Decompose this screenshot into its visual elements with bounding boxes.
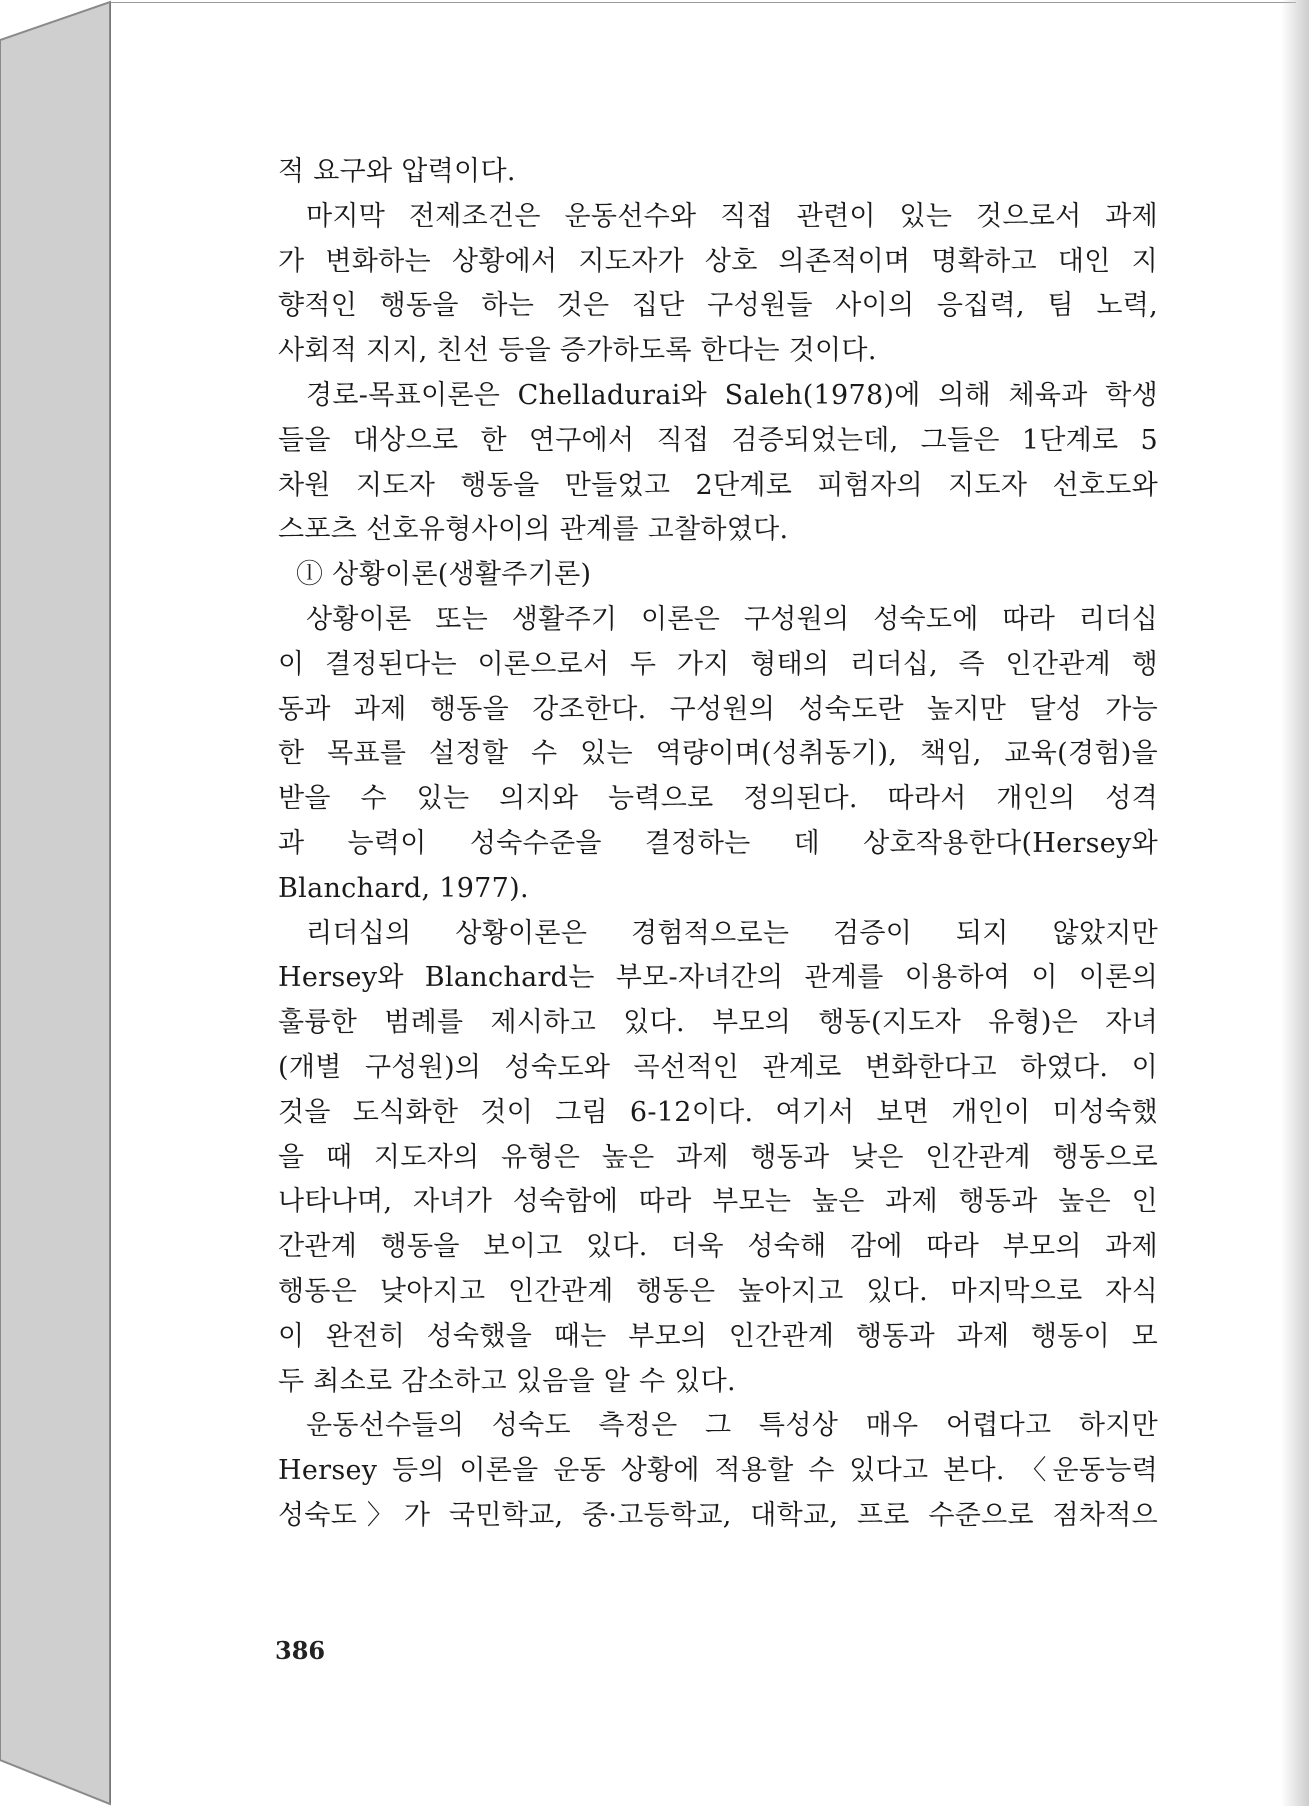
- text-line: 리더십의 상황이론은 경험적으로는 검증이 되지 않았지만: [306, 917, 1158, 949]
- book-spine: [0, 0, 112, 1806]
- text-line: 스포츠 선호유형사이의 관계를 고찰하였다.: [278, 514, 789, 546]
- section-heading: ⓛ 상황이론(생활주기론): [296, 559, 592, 591]
- text-line: Hersey 등의 이론을 운동 상황에 적용할 수 있다고 본다. 〈운동능력: [278, 1455, 1158, 1487]
- text-line: 받을 수 있는 의지와 능력으로 정의된다. 따라서 개인의 성격: [278, 783, 1158, 815]
- text-line: 두 최소로 감소하고 있음을 알 수 있다.: [278, 1365, 736, 1397]
- text-line: Blanchard, 1977).: [278, 872, 529, 904]
- text-line: 성숙도〉가 국민학교, 중·고등학교, 대학교, 프로 수준으로 점차적으: [278, 1499, 1158, 1531]
- text-line: 과 능력이 성숙수준을 결정하는 데 상호작용한다(Hersey와: [278, 827, 1158, 859]
- text-line: 차원 지도자 행동을 만들었고 2단계로 피험자의 지도자 선호도와: [278, 469, 1158, 501]
- page-edge-shadow: [1281, 0, 1309, 1806]
- text-line: 운동선수들의 성숙도 측정은 그 특성상 매우 어렵다고 하지만: [306, 1410, 1158, 1442]
- text-line: 을 때 지도자의 유형은 높은 과제 행동과 낮은 인간관계 행동으로: [278, 1141, 1158, 1173]
- text-line: 상황이론 또는 생활주기 이론은 구성원의 성숙도에 따라 리더십: [306, 603, 1158, 635]
- page-number: 386: [275, 1636, 326, 1665]
- text-line: 적 요구와 압력이다.: [278, 156, 516, 187]
- text-line: 들을 대상으로 한 연구에서 직접 검증되었는데, 그들은 1단계로 5: [278, 424, 1158, 456]
- text-line: 나타나며, 자녀가 성숙함에 따라 부모는 높은 과제 행동과 높은 인: [278, 1186, 1158, 1218]
- text-line: 마지막 전제조건은 운동선수와 직접 관련이 있는 것으로서 과제: [306, 200, 1158, 232]
- text-line: 이 결정된다는 이론으로서 두 가지 형태의 리더십, 즉 인간관계 행: [278, 648, 1158, 680]
- text-line: 사회적 지지, 친선 등을 증가하도록 한다는 것이다.: [278, 335, 877, 367]
- text-line: 경로-목표이론은 Chelladurai와 Saleh(1978)에 의해 체육과 학생: [306, 379, 1158, 411]
- body-text: [278, 150, 1158, 1539]
- text-line: 훌륭한 범례를 제시하고 있다. 부모의 행동(지도자 유형)은 자녀: [278, 1007, 1158, 1039]
- text-line: 간관계 행동을 보이고 있다. 더욱 성숙해 감에 따라 부모의 과제: [278, 1231, 1158, 1263]
- text-line: 행동은 낮아지고 인간관계 행동은 높아지고 있다. 마지막으로 자식: [278, 1275, 1158, 1307]
- text-line: 향적인 행동을 하는 것은 집단 구성원들 사이의 응집력, 팀 노력,: [278, 290, 1158, 322]
- text-line: 가 변화하는 상황에서 지도자가 상호 의존적이며 명확하고 대인 지: [278, 245, 1158, 277]
- text-line: 것을 도식화한 것이 그림 6-12이다. 여기서 보면 개인이 미성숙했: [278, 1096, 1158, 1128]
- text-line: 이 완전히 성숙했을 때는 부모의 인간관계 행동과 과제 행동이 모: [278, 1320, 1158, 1352]
- text-line: 동과 과제 행동을 강조한다. 구성원의 성숙도란 높지만 달성 가능: [278, 693, 1158, 725]
- text-line: 한 목표를 설정할 수 있는 역량이며(성취동기), 책임, 교육(경험)을: [278, 738, 1158, 770]
- text-line: (개별 구성원)의 성숙도와 곡선적인 관계로 변화한다고 하였다. 이: [278, 1051, 1158, 1083]
- text-line: Hersey와 Blanchard는 부모-자녀간의 관계를 이용하여 이 이론의: [278, 962, 1158, 994]
